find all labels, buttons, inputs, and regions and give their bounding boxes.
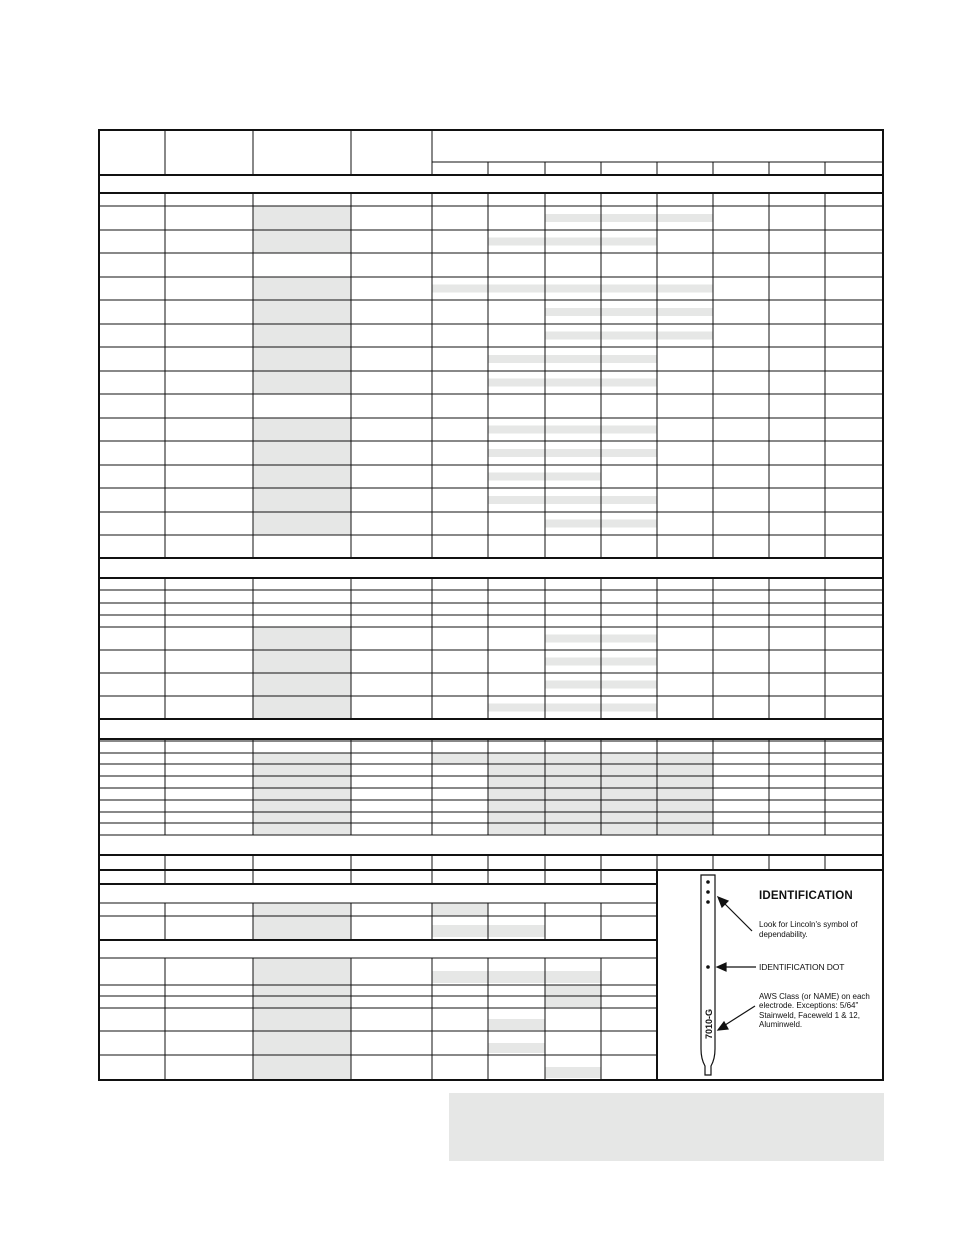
shaded-cell (488, 1019, 545, 1030)
shaded-cell (253, 300, 351, 324)
shaded-cell (488, 238, 657, 246)
shaded-cell (545, 332, 713, 340)
shaded-cell (253, 488, 351, 512)
shaded-cell (253, 673, 351, 696)
shaded-cell (253, 277, 351, 300)
shaded-cell (545, 308, 713, 316)
note-box (449, 1093, 884, 1161)
shaded-cell (253, 418, 351, 441)
identification-dot (706, 965, 710, 969)
shaded-cell (253, 650, 351, 673)
shaded-cell (253, 823, 351, 835)
shaded-cell (253, 206, 351, 230)
logo-dot (706, 900, 710, 904)
shaded-cell (432, 285, 713, 293)
electrode-rod (701, 875, 715, 1075)
shaded-cell (488, 704, 657, 712)
logo-dot (706, 880, 710, 884)
shaded-cell (253, 230, 351, 253)
shaded-cell (432, 903, 488, 916)
shaded-cell (488, 1043, 545, 1053)
shaded-cell (432, 971, 601, 983)
shaded-cell (253, 441, 351, 465)
electrode-diagram (660, 871, 882, 1079)
shaded-cell (488, 496, 657, 504)
identification-dot-label: IDENTIFICATION DOT (759, 962, 845, 972)
shaded-cell (253, 903, 351, 940)
shaded-cell (488, 355, 657, 363)
shaded-cell (545, 214, 713, 222)
shaded-cell (253, 465, 351, 488)
shaded-cell (253, 347, 351, 371)
shaded-cell (488, 449, 657, 457)
shaded-cell (253, 958, 351, 1080)
shaded-cell (432, 753, 488, 764)
logo-dot (706, 890, 710, 894)
shaded-cell (253, 696, 351, 719)
shaded-cell (253, 512, 351, 535)
arrow-to-marking (722, 1006, 755, 1027)
identification-title: IDENTIFICATION (759, 890, 853, 902)
shaded-cell (253, 371, 351, 394)
shaded-cell (545, 1067, 601, 1078)
arrow-to-logo (721, 900, 752, 931)
shaded-cell (488, 379, 657, 387)
shaded-cell (253, 324, 351, 347)
shaded-cell (488, 426, 657, 434)
arrow-head (718, 1022, 728, 1030)
logo-note: Look for Lincoln's symbol of dependability. (759, 920, 858, 939)
electrode-class-marking: 7010-G (704, 1008, 714, 1039)
shaded-cell (253, 627, 351, 650)
identification-panel (660, 871, 882, 1079)
class-note: AWS Class (or NAME) on each electrode. Exceptions: 5/64" Stainweld, Faceweld 1 & 12, Aluminweld. (759, 992, 870, 1029)
arrow-head (717, 963, 726, 971)
